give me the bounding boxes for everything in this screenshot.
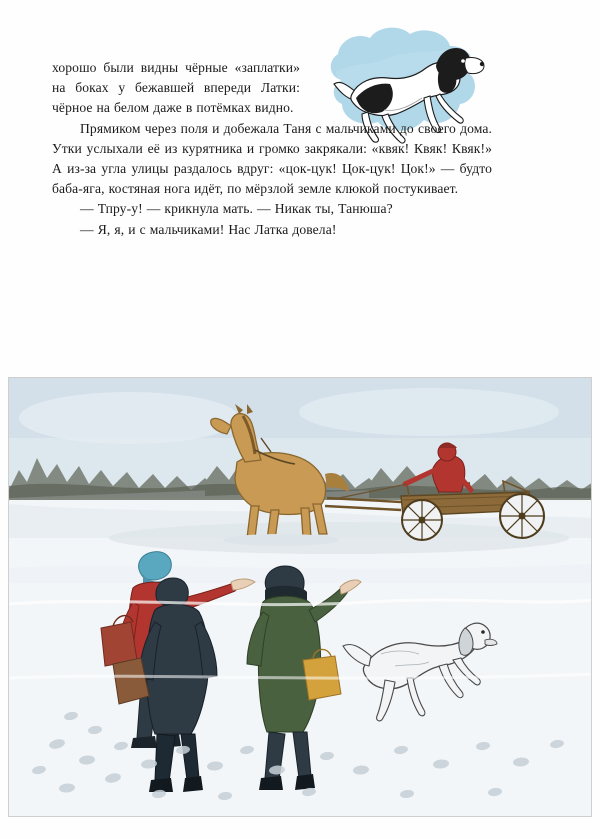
paragraph-1: хорошо были видны чёрные «заплатки» на боках у бежавшей впереди Латки: чёрное на белом даже в потёмках видно. <box>52 60 300 116</box>
body-text <box>52 58 492 240</box>
winter-village-illustration <box>8 377 592 817</box>
paragraph-3: — Тпру-у! — крикнула мать. — Никак ты, Танюша? <box>80 201 393 217</box>
paragraph-4: — Я, я, и с мальчиками! Нас Латка довела! <box>80 221 337 237</box>
paragraph-2: Прямиком через поля и добежала Таня с мальчиками до своего дома. Утки услыхали её из курятника и громко закрякали: «квяк! Квяк! Квяк!» А из-за угла улицы раздалось вдруг: «цок-цук! Цок-цук! Цок!» — будто баба-яга, костяная нога идёт, по мёрзлой земле клюкой постукивает. <box>52 120 492 197</box>
